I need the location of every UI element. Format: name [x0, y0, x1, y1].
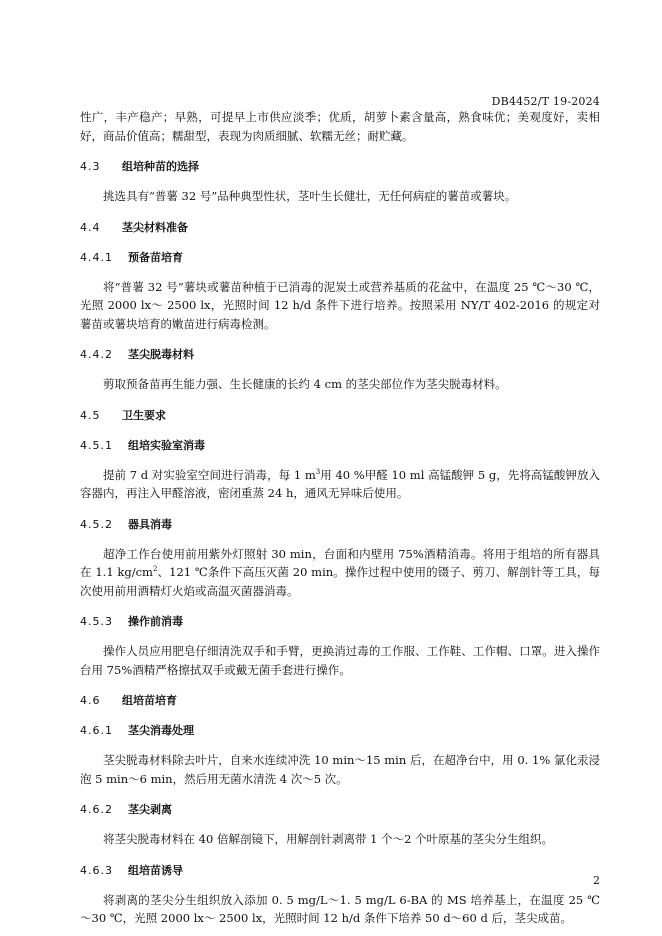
heading-4-6: 4.6 组培苗培育 — [80, 694, 177, 707]
page-number: 2 — [593, 874, 600, 887]
heading-4-5-3: 4.5.3 操作前消毒 — [80, 615, 183, 628]
para-4-4-2: 剪取预备苗再生能力强、生长健康的长约 4 cm 的茎尖部位作为茎尖脱毒材料。 — [103, 377, 507, 391]
document-body — [80, 108, 600, 928]
heading-4-4-2: 4.4.2 茎尖脱毒材料 — [80, 348, 194, 361]
para-4-6-2: 将茎尖脱毒材料在 40 倍解剖镜下，用解剖针剥离带 1 个～2 个叶原基的茎尖分生组织。 — [103, 832, 554, 846]
heading-4-5: 4.5 卫生要求 — [80, 408, 166, 422]
para-4-6-3: 将剥离的茎尖分生组织放入添加 0. 5 mg/L～1. 5 mg/L 6-BA 的 MS 培养基上，在温度 25 ℃～30 ℃，光照 2000 lx～ 2500 lx，光照时间 12 h/d 条件下培养 50 d～60 d 后，茎尖成苗。 — [80, 892, 600, 925]
heading-4-3: 4.3 组培种苗的选择 — [80, 160, 199, 173]
para-4-4-1: 将“普薯 32 号”薯块或薯苗种植于已消毒的泥炭土或营养基质的花盆中，在温度 25 ℃～30 ℃，光照 2000 lx～ 2500 lx，光照时间 12 h/d 条件下进行培养。按照采用 NY/T 402-2016 的规定对薯苗或薯块培育的嫩苗进行病毒检测。 — [80, 279, 600, 331]
heading-4-6-3: 4.6.3 组培苗诱导 — [80, 863, 183, 877]
heading-4-5-1: 4.5.1 组培实验室消毒 — [80, 438, 205, 452]
intro-paragraph: 性广，丰产稳产；早熟，可提早上市供应淡季；优质，胡萝卜素含量高，熟食味优；美观度好，卖相好，商品价值高；糯甜型，表现为肉质细腻、软糯无丝；耐贮藏。 — [80, 110, 600, 143]
heading-4-4-1: 4.4.1 预备苗培育 — [80, 250, 183, 264]
para-4-3: 挑选具有“普薯 32 号”品种典型性状，茎叶生长健壮，无任何病症的薯苗或薯块。 — [103, 189, 517, 203]
para-4-6-1: 茎尖脱毒材料除去叶片，自来水连续冲洗 10 min～15 min 后，在超净台中，用 0. 1% 氯化汞浸泡 5 min～6 min，然后用无菌水清洗 4 次～5 次。 — [80, 753, 600, 786]
para-4-5-3: 操作人员应用肥皂仔细清洗双手和手臂，更换消过毒的工作服、工作鞋、工作帽、口罩。进入操作台用 75%酒精严格擦拭双手或戴无菌手套进行操作。 — [80, 644, 600, 677]
heading-4-6-2: 4.6.2 茎尖剥离 — [80, 803, 172, 816]
document-code: DB4452/T 19-2024 — [491, 95, 600, 108]
para-4-5-2: 超净工作台使用前用紫外灯照射 30 min，台面和内壁用 75%酒精消毒。将用于组培的所有器具在 1.1 $kg/cm^2$、121 ℃条件下高压灭菌 20 min。操作过程中使用的镊子、剪刀、解剖针等工具，每次使用前用酒精灯火焰或高温灭菌器消毒。 — [80, 546, 601, 598]
para-4-5-1: 提前 7 d 对实验室空间进行消毒，每 1 $m^3$用 40 %甲醛 10 ml 高锰酸钾 5 g，先将高锰酸钾放入容器内，再注入甲醛溶液，密闭重蒸 24 h，通风无异味后使用。 — [80, 467, 600, 500]
heading-4-5-2: 4.5.2 器具消毒 — [80, 517, 172, 531]
heading-4-4: 4.4 茎尖材料准备 — [80, 220, 188, 234]
heading-4-6-1: 4.6.1 茎尖消毒处理 — [80, 724, 194, 737]
